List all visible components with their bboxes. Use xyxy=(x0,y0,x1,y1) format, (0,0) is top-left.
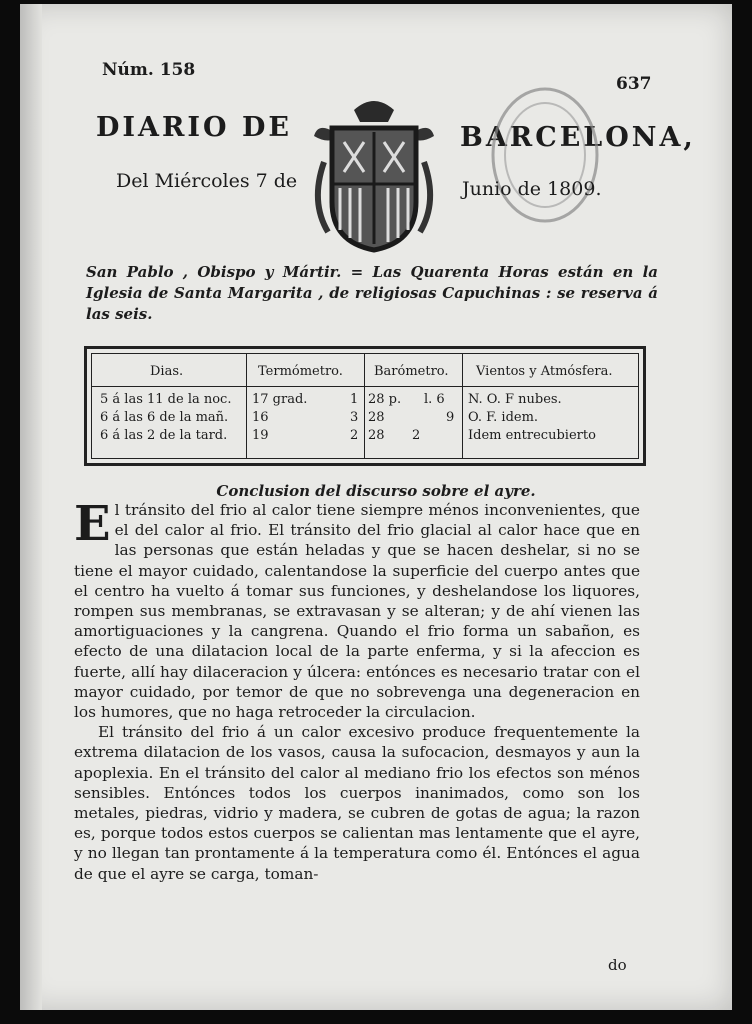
weather-row-baro-lines: 9 xyxy=(446,410,455,425)
weather-header-thermometer: Termómetro. xyxy=(258,364,343,379)
weather-row-baro: 28 xyxy=(368,410,385,425)
weather-row-day: 6 á las 2 de la tard. xyxy=(100,428,228,443)
weather-table xyxy=(84,346,646,466)
weather-row-baro-lines: l. 6 xyxy=(424,392,445,407)
weather-row-wind: Idem entrecubierto xyxy=(468,428,596,443)
weather-header-days: Dias. xyxy=(150,364,184,379)
weather-row-baro: 28 xyxy=(368,428,385,443)
weather-row-thermo: 17 grad. xyxy=(252,392,308,407)
weather-row-day: 5 á las 11 de la noc. xyxy=(100,392,232,407)
masthead-title-right: BARCELONA, xyxy=(460,122,696,153)
page-folio: 637 xyxy=(616,74,652,94)
drop-cap: E xyxy=(74,496,111,552)
weather-header-wind: Vientos y Atmósfera. xyxy=(476,364,613,379)
date-right: Junio de 1809. xyxy=(462,178,602,200)
weather-header-barometer: Barómetro. xyxy=(374,364,449,379)
article-paragraph-1 xyxy=(74,496,640,722)
weather-row-thermo-fraction: 3 xyxy=(350,410,359,425)
article-title: Conclusion del discurso sobre el ayre. xyxy=(216,482,536,500)
article-body xyxy=(74,496,640,884)
article-paragraph-2: El tránsito del frio á un calor excesivo produce frequentemente la extrema dilatacion de los vasos, causa la sufocacion, desmayos y aun la apoplexia. En el tránsito del calor al mediano frio los efectos son ménos sensibles. Entónces todos los cuerpos inanimados, como son los metales, piedras, vidrio y madera, se cubren de gotas de agua; la razon es, porque todos estos cuerpos se calientan mas lentamente que el ayre, y no llegan tan prontamente á la temperatura como él. Entónces el agua de que el ayre se carga, toman- xyxy=(74,723,640,883)
weather-row-thermo: 16 xyxy=(252,410,269,425)
weather-row-baro: 28 p. xyxy=(368,392,402,407)
weather-row-thermo-fraction: 2 xyxy=(350,428,359,443)
weather-row-day: 6 á las 6 de la mañ. xyxy=(100,410,229,425)
date-left: Del Miércoles 7 de xyxy=(116,170,298,192)
book-spine xyxy=(20,4,42,1010)
weather-row-wind: N. O. F nubes. xyxy=(468,392,562,407)
saint-of-the-day-notice: San Pablo , Obispo y Mártir. = Las Quarenta Horas están en la Iglesia de Santa Margarita , de religiosas Capuchinas : se reserva á las seis. xyxy=(86,263,658,323)
library-stamp-icon xyxy=(486,80,604,230)
weather-row-baro-lines: 2 xyxy=(412,428,421,443)
weather-row-thermo-fraction: 1 xyxy=(350,392,359,407)
weather-row-wind: O. F. idem. xyxy=(468,410,539,425)
masthead-title-left: DIARIO DE xyxy=(96,112,292,143)
newspaper-page xyxy=(20,4,732,1010)
coat-of-arms-icon xyxy=(304,92,444,256)
weather-row-thermo: 19 xyxy=(252,428,269,443)
paragraph-1-text: l tránsito del frio al calor tiene siempre ménos inconvenientes, que el del calor al frio. El tránsito del frio glacial al calor hace que en las personas que están heladas y que se hacen deshelar, si no se tiene el mayor cuidado, calentandose la superficie del cuerpo antes que el centro ha vuelto á tomar sus funciones, y deshelandose los liquores, rompen sus membranas, se extravasan y se alteran; y de ahí vienen las amortiguaciones y la cangrena. Quando el frio forma un sabañon, es efecto de una dilatacion local de la parte enferma, y si la afeccion es fuerte, allí hay dilaceracion y úlcera: entónces es necesario tratar con el mayor cuidado, por temor de que no sobrevenga una degeneracion en los humores, que no haga retroceder la circulacion. xyxy=(74,501,640,722)
catchword: do xyxy=(608,956,627,974)
issue-number: Núm. 158 xyxy=(102,60,196,80)
